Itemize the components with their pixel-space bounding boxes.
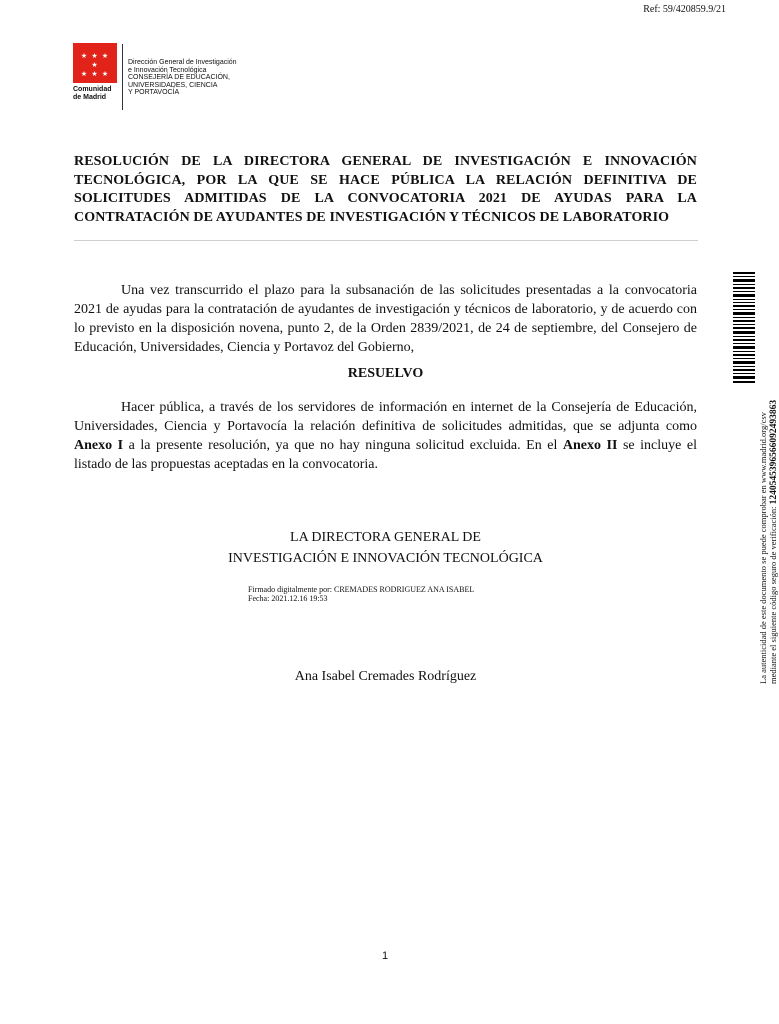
document-title: RESOLUCIÓN DE LA DIRECTORA GENERAL DE INVESTIGACIÓN E INNOVACIÓN TECNOLÓGICA, POR LA QUE SE HACE PÚBLICA LA RELACIÓN DEFINITIVA DE SOLICITUDES ADMITIDAS DE LA CONVOCATORIA 2021 DE AYUDAS PARA LA CONTRATACIÓN DE AYUDANTES DE INVESTIGACIÓN Y TÉCNICOS DE LABORATORIO bbox=[74, 154, 697, 225]
authenticity-line1: La autenticidad de este documento se puede comprobar en www.madrid.org/csv bbox=[758, 412, 768, 684]
annex-2-reference: Anexo II bbox=[562, 438, 618, 453]
resuelvo-heading: RESUELVO bbox=[347, 366, 424, 381]
resolution-text-3: se incluye el listado de las propuestas aceptadas en la convocatoria. bbox=[74, 438, 697, 472]
org-name bbox=[73, 86, 112, 102]
dept-line-3: CONSEJERÍA DE EDUCACIÓN, bbox=[128, 74, 230, 82]
authenticity-line2-prefix: mediante el siguiente código seguro de verificación: bbox=[768, 504, 778, 684]
signatory-role-line1: LA DIRECTORA GENERAL DE bbox=[290, 530, 481, 545]
signatory-role bbox=[74, 527, 697, 569]
digital-signature-signer: Firmado digitalmente por: CREMADES RODRIGUEZ ANA ISABEL bbox=[248, 585, 475, 594]
annex-1-reference: Anexo I bbox=[74, 438, 124, 453]
paragraph-intro: Una vez transcurrido el plazo para la subsanación de las solicitudes presentadas a la convocatoria 2021 de ayudas para la contratación de ayudantes de investigación y técnicos de laboratorio, y de acuerdo con lo previsto en la disposición novena, punto 2, de la Orden 2839/2021, de 24 de septiembre, del Consejero de Educación, Universidades, Ciencia y Portavoz del Gobierno, bbox=[74, 283, 697, 355]
logo-divider bbox=[122, 44, 123, 110]
org-name-line2: de Madrid bbox=[73, 94, 107, 101]
comunidad-de-madrid-logo bbox=[73, 43, 273, 113]
madrid-flag-icon bbox=[73, 43, 117, 83]
flag-stars: ★ ★ ★ ★ ★ ★ ★ bbox=[80, 52, 110, 78]
paragraph-resolution bbox=[74, 398, 697, 474]
title-divider bbox=[74, 240, 698, 241]
dept-line-5: Y PORTAVOCÍA bbox=[128, 89, 180, 97]
digital-signature-date: Fecha: 2021.12.16 19:53 bbox=[248, 594, 328, 603]
barcode-icon bbox=[731, 272, 757, 384]
resolution-text-1: Hacer pública, a través de los servidores de información en internet de la Consejería de Educación, Universidades, Ciencia y Portavocía la relación definitiva de solicitudes admitidas, que se adjunta como bbox=[74, 400, 697, 434]
digital-signature-stamp bbox=[248, 585, 474, 603]
dept-line-1: Dirección General de Investigación bbox=[128, 59, 237, 66]
department-name bbox=[128, 59, 237, 97]
authenticity-line2 bbox=[768, 264, 779, 684]
dept-line-2: e Innovación Tecnológica bbox=[128, 66, 207, 74]
verification-code: 1240545396566092493863 bbox=[769, 399, 779, 505]
org-name-line1: Comunidad bbox=[73, 86, 112, 93]
signatory-name: Ana Isabel Cremades Rodríguez bbox=[294, 669, 477, 684]
signatory-role-line2: INVESTIGACIÓN E INNOVACIÓN TECNOLÓGICA bbox=[228, 551, 543, 566]
dept-line-4: UNIVERSIDADES, CIENCIA bbox=[128, 81, 218, 89]
page-number: 1 bbox=[381, 950, 389, 962]
reference-number: Ref: 59/420859.9/21 bbox=[643, 4, 726, 15]
authenticity-note bbox=[758, 264, 779, 684]
resolution-text-2: a la presente resolución, ya que no hay ninguna solicitud excluida. En el bbox=[123, 438, 563, 453]
